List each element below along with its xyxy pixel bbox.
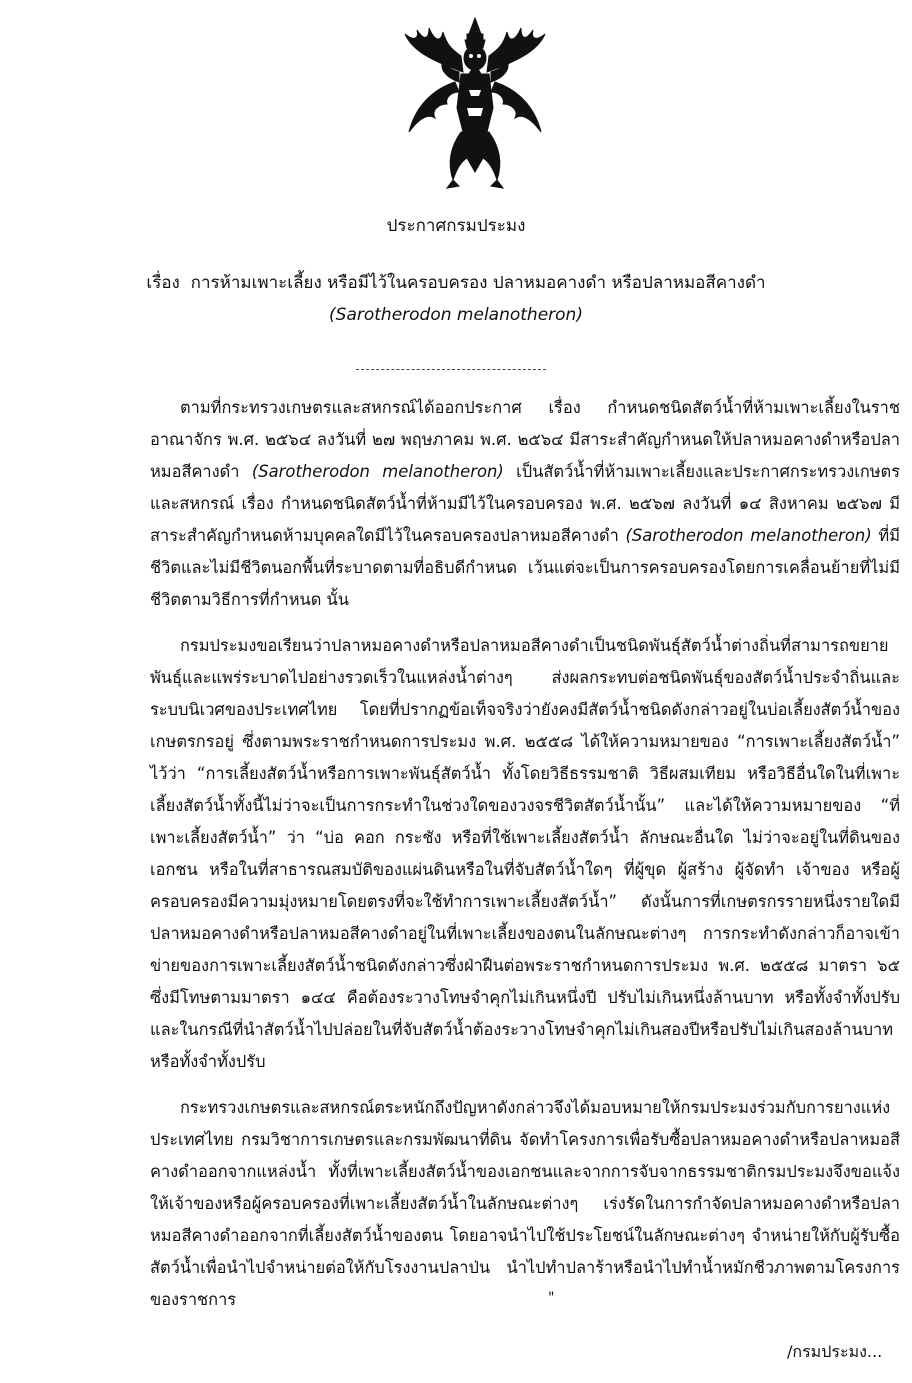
paragraph-1-sci-name-2: (Sarotherodon melanotheron) <box>625 526 872 545</box>
paragraph-1-part-1: ตามที่กระทรวงเกษตรและสหกรณ์ได้ออกประกาศ เรื่อง กำหนดชนิดสัตว์น้ำที่ห้ามเพาะเลี้ยงในราชอาณาจักร พ.ศ. ๒๕๖๔ ลงวันที่ ๒๗ พฤษภาคม พ.ศ. ๒๕๖๔ มีสาระสำคัญกำหนดให้ปลาหมอคางดำหรือปลาหมอสีคางดำ <box>150 398 900 481</box>
paragraph-1 <box>150 392 900 616</box>
scientific-name-line <box>0 300 912 330</box>
paragraph-1-part-2: เป็นสัตว์น้ำที่ห้ามเพาะเลี้ยงและประกาศกระทรวงเกษตรและสหกรณ์ เรื่อง กำหนดชนิดสัตว์น้ำที่ห้ามมีไว้ในครอบครอง พ.ศ. ๒๕๖๗ ลงวันที่ ๑๔ สิงหาคม ๒๕๖๗ มีสาระสำคัญกำหนดห้ามบุคคลใดมีไว้ในครอบครองปลาหมอสีคางดำ <box>150 462 901 545</box>
dashed-divider <box>356 369 546 370</box>
scientific-name: (Sarotherodon melanotheron) <box>329 305 583 325</box>
body-text <box>150 392 900 1316</box>
issuer-heading: ประกาศกรมประมง <box>386 216 526 236</box>
page-mark: " <box>548 1290 555 1306</box>
continued-marker: /กรมประมง... <box>787 1342 883 1361</box>
paragraph-1-part-3: ที่มีชีวิตและไม่มีชีวิตนอกพื้นที่ระบาดตามที่อธิบดีกำหนด เว้นแต่จะเป็นการครอบครองโดยการเคลื่อนย้ายที่ไม่มีชีวิตตามวิธีการที่กำหนด นั้น <box>150 526 901 609</box>
subject-line <box>0 268 912 298</box>
paragraph-3: กระทรวงเกษตรและสหกรณ์ตระหนักถึงปัญหาดังกล่าวจึงได้มอบหมายให้กรมประมงร่วมกับการยางแห่งประเทศไทย กรมวิชาการเกษตรและกรมพัฒนาที่ดิน จัดทำโครงการเพื่อรับซื้อปลาหมอคางดำหรือปลาหมอสีคางดำออกจากแหล่งน้ำ ทั้งที่เพาะเลี้ยงสัตว์น้ำของเอกชนและจากการจับจากธรรมชาติกรมประมงจึงขอแจ้งให้เจ้าของหรือผู้ครอบครองที่เพาะเลี้ยงสัตว์น้ำในลักษณะต่างๆ เร่งรัดในการกำจัดปลาหมอคางดำหรือปลาหมอสีคางดำออกจากที่เลี้ยงสัตว์น้ำของตน โดยอาจนำไปใช้ประโยชน์ในลักษณะต่างๆ จำหน่ายให้กับผู้รับซื้อสัตว์น้ำเพื่อนำไปจำหน่ายต่อให้กับโรงงานปลาป่น นำไปทำปลาร้าหรือนำไปทำน้ำหมักชีวภาพตามโครงการของราชการ <box>150 1098 900 1309</box>
subject-label: เรื่อง <box>146 273 180 293</box>
paragraph-2: กรมประมงขอเรียนว่าปลาหมอคางดำหรือปลาหมอสีคางดำเป็นชนิดพันธุ์สัตว์น้ำต่างถิ่นที่สามารถขยายพันธุ์และแพร่ระบาดไปอย่างรวดเร็วในแหล่งน้ำต่างๆ ส่งผลกระทบต่อชนิดพันธุ์ของสัตว์น้ำประจำถิ่นและระบบนิเวศของประเทศไทย โดยที่ปรากฏข้อเท็จจริงว่ายังคงมีสัตว์น้ำชนิดดังกล่าวอยู่ในบ่อเลี้ยงสัตว์น้ำของเกษตรกรอยู่ ซึ่งตามพระราชกำหนดการประมง พ.ศ. ๒๕๕๘ ได้ให้ความหมายของ “การเพาะเลี้ยงสัตว์น้ำ” ไว้ว่า “การเลี้ยงสัตว์น้ำหรือการเพาะพันธุ์สัตว์น้ำ ทั้งโดยวิธีธรรมชาติ วิธีผสมเทียม หรือวิธีอื่นใดในที่เพาะเลี้ยงสัตว์น้ำทั้งนี้ไม่ว่าจะเป็นการกระทำในช่วงใดของวงจรชีวิตสัตว์น้ำนั้น” และได้ให้ความหมายของ “ที่เพาะเลี้ยงสัตว์น้ำ” ว่า “บ่อ คอก กระชัง หรือที่ใช้เพาะเลี้ยงสัตว์น้ำ ลักษณะอื่นใด ไม่ว่าจะอยู่ในที่ดินของเอกชน หรือในที่สาธารณสมบัติของแผ่นดินหรือในที่จับสัตว์น้ำใดๆ ที่ผู้ขุด ผู้สร้าง ผู้จัดทำ เจ้าของ หรือผู้ครอบครองมีความมุ่งหมายโดยตรงที่จะใช้ทำการเพาะเลี้ยงสัตว์น้ำ” ดังนั้นการที่เกษตรกรรายหนึ่งรายใดมีปลาหมอคางดำหรือปลาหมอสีคางดำอยู่ในที่เพาะเลี้ยงของตนในลักษณะต่างๆ การกระทำดังกล่าวก็อาจเข้าข่ายของการเพาะเลี้ยงสัตว์น้ำชนิดดังกล่าวซึ่งฝ่าฝืนต่อพระราชกำหนดการประมง พ.ศ. ๒๕๕๘ มาตรา ๖๕ ซึ่งมีโทษตามมาตรา ๑๔๔ คือต้องระวางโทษจำคุกไม่เกินหนึ่งปี ปรับไม่เกินหนึ่งล้านบาท หรือทั้งจำทั้งปรับและในกรณีที่นำสัตว์น้ำไปปล่อยในที่จับสัตว์น้ำต้องระวางโทษจำคุกไม่เกินสองปีหรือปรับไม่เกินสองล้านบาท หรือทั้งจำทั้งปรับ <box>150 636 900 1071</box>
garuda-emblem <box>395 12 555 192</box>
paragraph-1-sci-name-1: (Sarotherodon melanotheron) <box>251 462 504 481</box>
subject-text: การห้ามเพาะเลี้ยง หรือมีไว้ในครอบครอง ปลาหมอคางดำ หรือปลาหมอสีคางดำ <box>190 273 766 293</box>
